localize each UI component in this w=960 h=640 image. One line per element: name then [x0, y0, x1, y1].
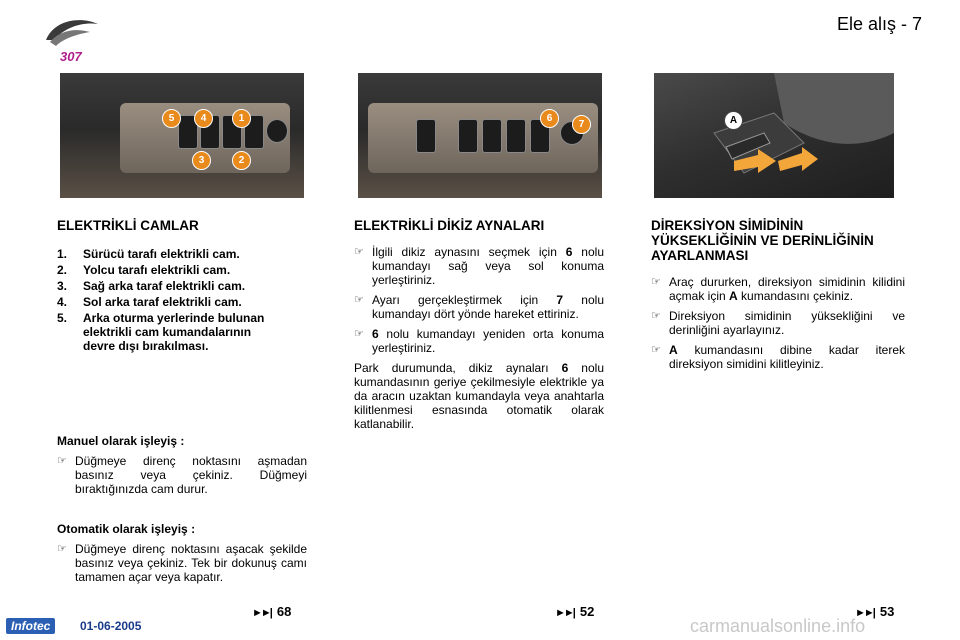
- column-electric-mirrors: [354, 218, 604, 431]
- pointing-hand-icon: ☞: [354, 294, 364, 306]
- fast-forward-icon: ►►|: [252, 607, 271, 619]
- page-title: Ele alış - 7: [836, 14, 922, 34]
- callout-badge: 6: [540, 109, 559, 128]
- peugeot-307-logo-icon: [40, 14, 102, 66]
- automatic-operation-text: ☞ Düğmeye direnç noktasını aşacak şekilde basınız veya çekiniz. Tek bir dokunuş camı tamamen açar veya kapatır.: [57, 542, 307, 584]
- pointing-hand-icon: ☞: [354, 246, 364, 258]
- callout-badge: 7: [572, 115, 591, 134]
- pointing-hand-icon: ☞: [651, 310, 661, 322]
- page-ref-link[interactable]: ►►| 52: [555, 604, 595, 619]
- mirror-instruction: ☞ Ayarı gerçekleştirmek için 7 nolu kumandayı dört yönde hareket ettiriniz.: [354, 293, 604, 321]
- pointing-hand-icon: ☞: [651, 344, 661, 356]
- manual-operation-text: ☞ Düğmeye direnç noktasını aşmadan basınız veya çekiniz. Düğmeyi bıraktığınızda cam durur.: [57, 454, 307, 496]
- automatic-operation-title: Otomatik olarak işleyiş :: [57, 522, 196, 536]
- mirror-folding-note: Park durumunda, dikiz aynaları 6 nolu kumandasının geriye çekilmesiyle elektrikle ya da aracın uzaktan kumandayla veya anahtarla kilitlenmesi esnasında otomatik olarak katlanabilir.: [354, 361, 604, 431]
- watermark: carmanualsonline.info: [690, 616, 866, 636]
- photo-mirror-switches: [358, 73, 602, 198]
- mirror-instruction: ☞ 6 nolu kumandayı yeniden orta konuma yerleştiriniz.: [354, 327, 604, 355]
- section-title: ELEKTRİKLİ DİKİZ AYNALARI: [354, 218, 545, 233]
- steering-instruction: ☞ A kumandasını dibine kadar iterek direksiyon simidini kilitleyiniz.: [651, 343, 905, 371]
- photo-steering-lever: [654, 73, 894, 198]
- manual-operation-title: Manuel olarak işleyiş :: [57, 434, 185, 448]
- list-item: 4. Sol arka taraf elektrikli cam.: [57, 295, 242, 309]
- column-electric-windows: [57, 218, 307, 584]
- callout-badge: 5: [162, 109, 181, 128]
- callout-badge: A: [724, 111, 743, 130]
- callout-badge: 3: [192, 151, 211, 170]
- pointing-hand-icon: ☞: [354, 328, 364, 340]
- infotec-logo: Infotec: [6, 618, 55, 634]
- list-item: 2. Yolcu tarafı elektrikli cam.: [57, 263, 231, 277]
- fast-forward-icon: ►►|: [555, 607, 574, 619]
- lever-illustration: [654, 73, 894, 198]
- pointing-hand-icon: ☞: [57, 455, 67, 467]
- list-item: 1. Sürücü tarafı elektrikli cam.: [57, 247, 240, 261]
- page-ref-link[interactable]: ►►| 68: [252, 604, 292, 619]
- pointing-hand-icon: ☞: [57, 543, 67, 555]
- model-badge: 307: [60, 49, 82, 64]
- page-ref-link[interactable]: ►►| 53: [855, 604, 895, 619]
- pointing-hand-icon: ☞: [651, 276, 661, 288]
- callout-badge: 1: [232, 109, 251, 128]
- callout-badge: 2: [232, 151, 251, 170]
- section-title: DİREKSİYON SİMİDİNİN YÜKSEKLİĞİNİN VE DERİNLİĞİNİN AYARLANMASI: [651, 218, 874, 263]
- steering-instruction: ☞ Araç dururken, direksiyon simidinin kilidini açmak için A kumandasını çekiniz.: [651, 275, 905, 303]
- section-title: ELEKTRİKLİ CAMLAR: [57, 218, 199, 233]
- list-item: 5. Arka oturma yerlerinde bulunan elektrikli cam kumandalarının devre dışı bırakılması.: [57, 311, 265, 353]
- publication-date: 01-06-2005: [80, 619, 142, 633]
- fast-forward-icon: ►►|: [855, 607, 874, 619]
- mirror-instruction: ☞ İlgili dikiz aynasını seçmek için 6 nolu kumandayı sağ veya sol konuma yerleştiriniz.: [354, 245, 604, 287]
- steering-instruction: ☞ Direksiyon simidinin yüksekliğini ve derinliğini ayarlayınız.: [651, 309, 905, 337]
- list-item: 3. Sağ arka taraf elektrikli cam.: [57, 279, 246, 293]
- photo-window-switches: [60, 73, 304, 198]
- callout-badge: 4: [194, 109, 213, 128]
- window-controls-list: [57, 247, 307, 353]
- column-steering-adjustment: [651, 218, 905, 377]
